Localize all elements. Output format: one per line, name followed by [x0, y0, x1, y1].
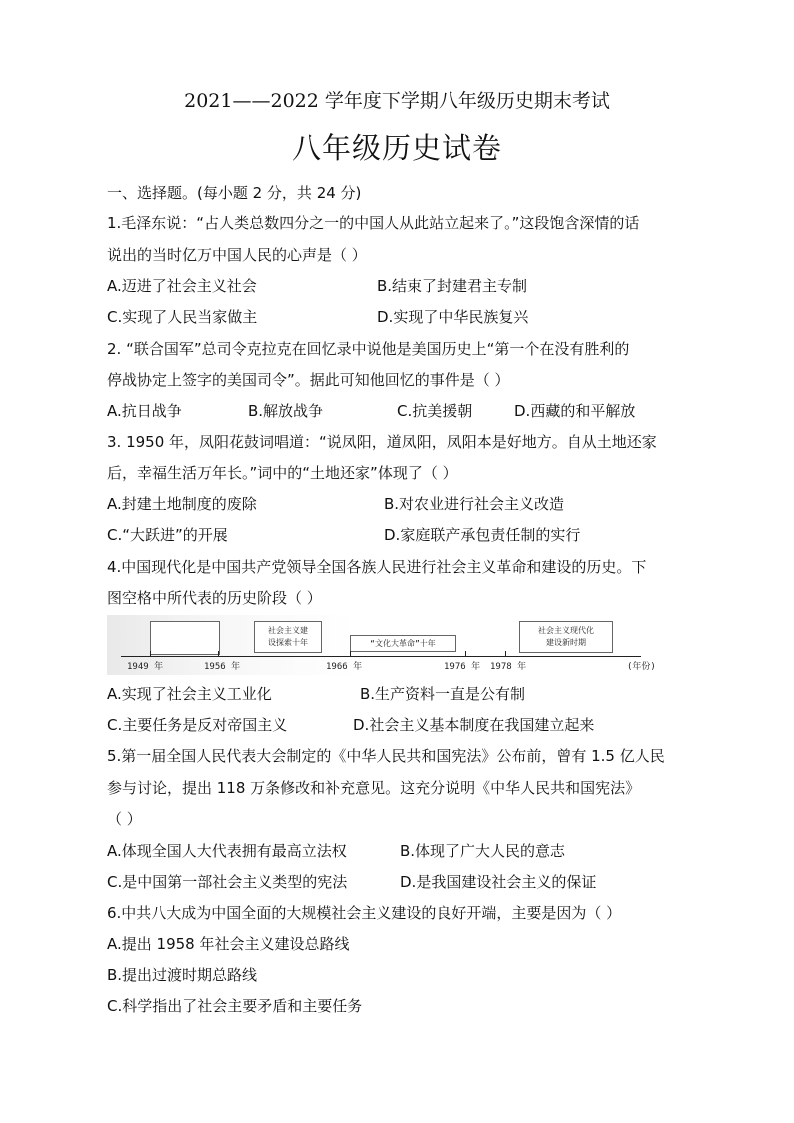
paper-title: 八年级历史试卷 — [291, 131, 502, 165]
option-d: D.家庭联产承包责任制的实行 — [384, 526, 581, 544]
section-heading: 一、选择题。(每小题 2 分，共 24 分) — [107, 184, 362, 202]
exam-title: 2021——2022 学年度下学期八年级历史期末考试 — [184, 90, 610, 112]
timeline-tick — [505, 651, 506, 656]
option-c: C.“大跃进”的开展 — [107, 526, 228, 544]
option-b: B.体现了广大人民的意志 — [400, 842, 566, 860]
timeline-stage-box — [519, 621, 613, 653]
timeline-year-label: 1956 年 — [204, 662, 241, 672]
question-text: 图空格中所代表的历史阶段（ ） — [107, 589, 322, 607]
option-d: D.是我国建设社会主义的保证 — [400, 873, 597, 891]
question-text: 说出的当时亿万中国人民的心声是（ ） — [107, 246, 367, 264]
timeline-year-label: 1978 年 — [490, 662, 527, 672]
question-text: （ ） — [107, 810, 142, 828]
option-a: A.封建土地制度的废除 — [107, 495, 257, 513]
option-c: C.实现了人民当家做主 — [107, 308, 258, 326]
option-b: B.提出过渡时期总路线 — [107, 966, 258, 984]
timeline-year-label: 1976 年 — [444, 662, 481, 672]
question-text: 6.中共八大成为中国全面的大规模社会主义建设的良好开端，主要是因为（ ） — [107, 904, 622, 922]
timeline-stage-box — [350, 635, 456, 652]
option-a: A.体现全国人大代表拥有最高立法权 — [107, 842, 347, 860]
timeline-unit-label: (年份) — [627, 662, 656, 672]
timeline-year-label: 1966 年 — [326, 662, 363, 672]
question-text: 5.第一届全国人民代表大会制定的《中华人民共和国宪法》公布前，曾有 1.5 亿人民 — [107, 747, 665, 765]
question-text: 停战协定上签字的美国司令”。据此可知他回忆的事件是（ ） — [107, 371, 510, 389]
timeline-stage-box — [254, 621, 322, 653]
option-b: B.解放战争 — [248, 402, 324, 420]
timeline-stage-label: 建设新时期 — [546, 638, 586, 647]
option-d: D.西藏的和平解放 — [514, 402, 636, 420]
question-text: 2. “联合国军”总司令克拉克在回忆录中说他是美国历史上“第一个在没有胜利的 — [107, 340, 630, 358]
question-text: 3. 1950 年，凤阳花鼓词唱道：“说凤阳，道凤阳，凤阳本是好地方。自从土地还家 — [107, 433, 657, 451]
option-b: B.对农业进行社会主义改造 — [384, 495, 565, 513]
option-a: A.实现了社会主义工业化 — [107, 685, 272, 703]
question-text: 参与讨论，提出 118 万条修改和补充意见。这充分说明《中华人民共和国宪法》 — [107, 779, 641, 797]
option-b: B.结束了封建君主专制 — [377, 277, 528, 295]
option-d: D.实现了中华民族复兴 — [377, 308, 529, 326]
timeline-axis — [121, 656, 641, 657]
timeline-stage-label: 社会主义现代化 — [538, 626, 594, 635]
timeline-tick — [465, 651, 466, 656]
timeline-tick — [150, 651, 151, 656]
timeline-stage-label: “文化大革命”十年 — [370, 639, 436, 648]
option-c: C.抗美援朝 — [397, 402, 473, 420]
timeline-tick — [350, 651, 351, 656]
blank-answer-box — [150, 621, 220, 655]
timeline-tick — [218, 651, 219, 656]
history-timeline-figure — [107, 615, 663, 675]
option-c: C.科学指出了社会主要矛盾和主要任务 — [107, 997, 363, 1015]
question-text: 1.毛泽东说：“占人类总数四分之一的中国人从此站立起来了。”这段饱含深情的话 — [107, 214, 640, 232]
timeline-year-label: 1949 年 — [127, 662, 164, 672]
option-c: C.是中国第一部社会主义类型的宪法 — [107, 873, 348, 891]
question-text: 4.中国现代化是中国共产党领导全国各族人民进行社会主义革命和建设的历史。下 — [107, 558, 647, 576]
timeline-stage-label: 设探索十年 — [268, 638, 308, 647]
option-d: D.社会主义基本制度在我国建立起来 — [353, 716, 595, 734]
option-b: B.生产资料一直是公有制 — [360, 685, 526, 703]
timeline-stage-label: 社会主义建 — [268, 626, 308, 635]
question-text: 后，幸福生活万年长。”词中的“土地还家”体现了（ ） — [107, 464, 458, 482]
option-a: A.抗日战争 — [107, 402, 182, 420]
option-a: A.提出 1958 年社会主义建设总路线 — [107, 935, 350, 953]
option-c: C.主要任务是反对帝国主义 — [107, 716, 288, 734]
option-a: A.迈进了社会主义社会 — [107, 277, 257, 295]
